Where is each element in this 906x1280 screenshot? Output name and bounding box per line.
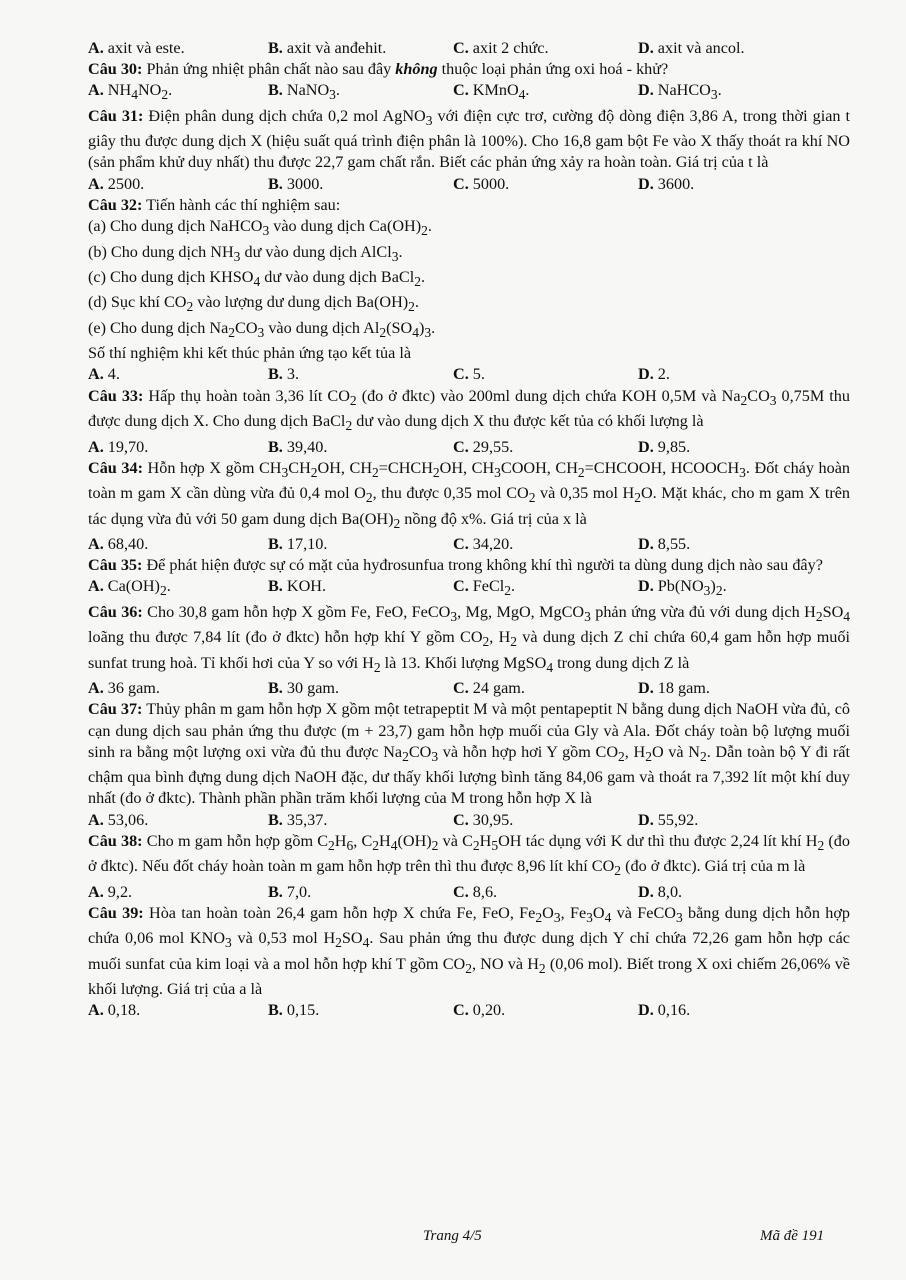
- option-text: 35,37.: [282, 810, 328, 829]
- option-text: 3.: [282, 365, 300, 384]
- option-text: 8,6.: [468, 882, 498, 901]
- option-label: A.: [88, 535, 104, 554]
- question-32: [88, 195, 850, 386]
- option-text: 5000.: [468, 174, 510, 193]
- question-text: Hòa tan hoàn toàn 26,4 gam hỗn hợp X chứa Fe, FeO, $Fe_2O_3$, $Fe_3O_4$ và FeCO$_3$ bằng dung dịch hỗn hợp chứa 0,06 mol $KNO_3$ và 0,53 mol $H_2SO_4$. Sau phản ứng thu được dung dịch Y chỉ chứa 72,26 gam hỗn hợp các muối sunfat của kim loại và a mol hỗn hợp khí T gồm $CO_2$, NO và $H_2$ (0,06 mol). Biết trong X oxi chiếm 26,06% về khối lượng. Giá trị của a là: [88, 903, 851, 999]
- question-stem: [88, 106, 850, 174]
- option-label: C.: [453, 174, 469, 193]
- answer-options: [88, 80, 850, 105]
- q38-option-b: [268, 882, 453, 903]
- q37-option-c: [453, 810, 638, 831]
- q36-option-c: [453, 678, 638, 699]
- question-text: Thủy phân m gam hỗn hợp X gồm một tetrapeptit M và một pentapeptit N bằng dung dịch NaOH vừa đủ, cô cạn dung dịch sau phản ứng thu được (m + 23,7) gam hỗn hợp muối của Gly và Ala. Đốt cháy toàn bộ lượng muối sinh ra bằng một lượng oxi vừa đủ thu được $Na_2CO_3$ và hỗn hợp hơi Y gồm $CO_2$, $H_2O$ và $N_2$. Dẫn toàn bộ Y đi rất chậm qua bình đựng dung dịch NaOH đặc, dư thấy khối lượng bình tăng 84,06 gam và thoát ra 7,392 lít một khí duy nhất (đo ở đktc). Thành phần phần trăm khối lượng của M trong hỗn hợp X là: [88, 700, 850, 808]
- option-text: axit 2 chức.: [468, 39, 549, 57]
- q30-option-d: [638, 80, 818, 105]
- q35-option-a: [88, 576, 268, 601]
- q37-option-d: [638, 810, 818, 831]
- option-label: B.: [268, 39, 283, 57]
- q32-option-c: [453, 364, 638, 385]
- option-label: C.: [453, 39, 469, 57]
- answer-options: [88, 174, 850, 195]
- experiment-item: (e) Cho dung dịch $Na_2CO_3$ vào dung dịch $Al_2(SO_4)_3$.: [88, 318, 436, 341]
- q38-option-c: [453, 882, 638, 903]
- option-text: 53,06.: [103, 810, 149, 829]
- q30-option-c: [453, 80, 638, 105]
- option-text: 0,20.: [468, 1001, 506, 1020]
- option-text: 3600.: [653, 174, 695, 193]
- option-label: C.: [453, 535, 469, 554]
- option-label: A.: [88, 577, 104, 596]
- option-label: B.: [268, 577, 283, 596]
- q33-option-a: [88, 437, 268, 458]
- option-label: D.: [638, 1001, 654, 1020]
- experiment-list: [88, 216, 850, 364]
- question-number: Câu 36:: [88, 602, 143, 621]
- experiment-item: (c) Cho dung dịch $KHSO_4$ dư vào dung dịch BaCl$_2$.: [88, 267, 426, 290]
- option-text: FeCl$_2$.: [468, 577, 516, 599]
- q39-option-a: [88, 1000, 268, 1021]
- option-text: 2500.: [103, 174, 145, 193]
- option-label: D.: [638, 679, 654, 698]
- option-text: $NH_4NO_2$.: [103, 81, 173, 103]
- option-label: A.: [88, 882, 104, 901]
- option-text: 55,92.: [653, 810, 699, 829]
- option-label: A.: [88, 81, 104, 100]
- option-text: $Pb(NO_3)_2$.: [653, 577, 727, 599]
- answer-options: [88, 576, 850, 601]
- option-label: B.: [268, 437, 283, 456]
- option-label: B.: [268, 81, 283, 100]
- q31-option-d: [638, 174, 818, 195]
- option-text: 68,40.: [103, 535, 149, 554]
- question-text: Điện phân dung dịch chứa 0,2 mol AgNO$_3$ với điện cực trơ, cường độ dòng điện 3,86 A, trong thời gian t giây thu được dung dịch X (hiệu suất quá trình điện phân là 100%). Cho 16,8 gam bột Fe vào X thấy thoát ra khí NO (sản phẩm khử duy nhất) thu được 22,7 gam chất rắn. Biết các phản ứng xảy ra hoàn toàn. Giá trị của t là: [88, 106, 850, 172]
- option-label: C.: [453, 1001, 469, 1020]
- option-label: A.: [88, 810, 104, 829]
- option-label: D.: [638, 81, 654, 100]
- option-label: C.: [453, 810, 469, 829]
- exam-code: Mã đề 191: [760, 1228, 825, 1244]
- question-text: Cho 30,8 gam hỗn hợp X gồm Fe, FeO, FeCO$_3$, Mg, MgO, MgCO$_3$ phản ứng vừa đủ với dung dịch $H_2SO_4$ loãng thu được 7,84 lít (đo ở đktc) hỗn hợp khí Y gồm $CO_2$, $H_2$ và dung dịch Z chỉ chứa 60,4 gam hỗn hợp muối sunfat trung hoà. Tỉ khối hơi của Y so với $H_2$ là 13. Khối lượng MgSO$_4$ trong dung dịch Z là: [88, 602, 851, 676]
- question-number: Câu 39:: [88, 903, 144, 922]
- q32-option-d: [638, 364, 818, 385]
- q31-option-c: [453, 174, 638, 195]
- question-text: Cho m gam hỗn hợp gồm $C_2H_6$, $C_2H_4(OH)_2$ và $C_2H_5OH$ tác dụng với K dư thì thu được 2,24 lít khí $H_2$ (đo ở đktc). Nếu đốt cháy hoàn toàn m gam hỗn hợp trên thì thu được 8,96 lít khí $CO_2$ (đo ở đktc). Giá trị của m là: [88, 831, 850, 879]
- q34-option-c: [453, 534, 638, 555]
- question-number: Câu 30:: [88, 60, 143, 79]
- option-text: 30,95.: [468, 810, 514, 829]
- option-text: 39,40.: [282, 437, 328, 456]
- question-number: Câu 32:: [88, 195, 143, 214]
- option-text: 29,55.: [468, 437, 514, 456]
- option-text: 7,0.: [282, 882, 312, 901]
- option-text: 34,20.: [468, 535, 514, 554]
- q39-option-b: [268, 1000, 453, 1021]
- option-text: NaNO$_3$.: [282, 81, 340, 103]
- q31-option-a: [88, 174, 268, 195]
- option-text: KMnO$_4$.: [468, 81, 530, 103]
- option-text: NaHCO$_3$.: [653, 81, 722, 103]
- option-text: 2.: [653, 365, 670, 384]
- experiment-item: (b) Cho dung dịch $NH_3$ dư vào dung dịch AlCl$_3$.: [88, 242, 403, 264]
- option-label: C.: [453, 81, 469, 100]
- option-label: A.: [88, 437, 104, 456]
- answer-options: [88, 437, 850, 458]
- option-text: $Ca(OH)_2$.: [103, 577, 171, 599]
- option-text: 30 gam.: [282, 679, 340, 698]
- q34-option-a: [88, 534, 268, 555]
- option-label: D.: [638, 437, 654, 456]
- q35-option-b: [268, 576, 453, 601]
- option-text: 0,16.: [653, 1001, 691, 1020]
- option-label: C.: [453, 577, 469, 596]
- question-31: [88, 106, 850, 195]
- question-34: [88, 458, 850, 556]
- option-text: axit và ancol.: [653, 39, 745, 57]
- q33-option-c: [453, 437, 638, 458]
- q29-option-a: [88, 38, 268, 59]
- option-text: 36 gam.: [103, 679, 160, 698]
- question-stem: [88, 386, 850, 437]
- option-label: B.: [268, 1001, 283, 1020]
- option-label: A.: [88, 174, 104, 193]
- question-35: [88, 555, 850, 602]
- q33-option-d: [638, 437, 818, 458]
- question-stem: [88, 555, 850, 576]
- option-label: B.: [268, 679, 283, 698]
- question-stem: [88, 59, 850, 80]
- option-text: 8,55.: [653, 535, 691, 554]
- q38-option-a: [88, 882, 268, 903]
- q36-option-d: [638, 678, 818, 699]
- question-stem: [88, 195, 850, 216]
- option-text: 0,15.: [282, 1001, 320, 1020]
- q36-option-a: [88, 678, 268, 699]
- page-number: Trang 4/5: [423, 1228, 482, 1244]
- question-number: Câu 34:: [88, 458, 143, 477]
- q34-option-d: [638, 534, 818, 555]
- option-label: D.: [638, 882, 654, 901]
- option-text: 18 gam.: [653, 679, 710, 698]
- question-text: Phản ứng nhiệt phân chất nào sau đây không thuộc loại phản ứng oxi hoá - khử?: [142, 60, 669, 79]
- q37-option-a: [88, 810, 268, 831]
- q36-option-b: [268, 678, 453, 699]
- question-stem: [88, 602, 850, 678]
- option-label: D.: [638, 39, 654, 57]
- q29-option-b: [268, 38, 453, 59]
- question-36: [88, 602, 850, 700]
- option-text: 3000.: [282, 174, 324, 193]
- option-text: KOH.: [282, 577, 327, 596]
- option-label: C.: [453, 882, 469, 901]
- option-text: 19,70.: [103, 437, 149, 456]
- option-label: B.: [268, 174, 283, 193]
- option-label: B.: [268, 882, 283, 901]
- option-label: A.: [88, 679, 104, 698]
- option-label: A.: [88, 39, 104, 57]
- question-number: Câu 38:: [88, 831, 143, 850]
- answer-options: [88, 364, 850, 385]
- option-label: B.: [268, 810, 283, 829]
- q33-option-b: [268, 437, 453, 458]
- option-label: A.: [88, 1001, 104, 1020]
- answer-options: [88, 810, 850, 831]
- option-label: D.: [638, 535, 654, 554]
- option-label: C.: [453, 365, 469, 384]
- q35-option-c: [453, 576, 638, 601]
- option-text: 17,10.: [282, 535, 328, 554]
- question-number: Câu 33:: [88, 386, 144, 405]
- q30-option-b: [268, 80, 453, 105]
- q37-option-b: [268, 810, 453, 831]
- option-text: 5.: [468, 365, 485, 384]
- question-text: Hỗn hợp X gồm $CH_3CH_2OH$, $CH_2=CHCH_2OH$, $CH_3COOH$, $CH_2=CHCOOH$, $HCOOCH_3$. Đốt cháy hoàn toàn m gam X cần dùng vừa đủ 0,4 mol $O_2$, thu được 0,35 mol $CO_2$ và 0,35 mol $H_2O$. Mặt khác, cho m gam X trên tác dụng vừa đủ với 50 gam dung dịch $Ba(OH)_2$ nồng độ x%. Giá trị của x là: [88, 458, 851, 531]
- option-label: C.: [453, 679, 469, 698]
- q29-option-c: [453, 38, 638, 59]
- q35-option-d: [638, 576, 818, 601]
- question-text: Hấp thụ hoàn toàn 3,36 lít $CO_2$ (đo ở đktc) vào 200ml dung dịch chứa KOH 0,5M và $Na_2CO_3$ 0,75M thu được dung dịch X. Cho dung dịch BaCl$_2$ dư vào dung dịch X thu được kết tủa có khối lượng là: [88, 386, 850, 434]
- question-33: [88, 386, 850, 458]
- option-label: D.: [638, 365, 654, 384]
- option-label: B.: [268, 365, 283, 384]
- question-number: Câu 37:: [88, 700, 143, 719]
- question-38: [88, 831, 850, 903]
- option-text: 9,2.: [103, 882, 133, 901]
- answer-options: [88, 1000, 850, 1021]
- q29-options: [88, 38, 850, 59]
- question-stem: [88, 831, 850, 882]
- answer-options: [88, 678, 850, 699]
- answer-options: [88, 534, 850, 555]
- q38-option-d: [638, 882, 818, 903]
- option-label: B.: [268, 535, 283, 554]
- option-text: axit và anđehit.: [282, 39, 387, 57]
- option-text: 0,18.: [103, 1001, 141, 1020]
- q39-option-c: [453, 1000, 638, 1021]
- question-number: Câu 31:: [88, 106, 144, 125]
- answer-options: [88, 882, 850, 903]
- q31-option-b: [268, 174, 453, 195]
- experiment-item: (a) Cho dung dịch NaHCO$_3$ vào dung dịch $Ca(OH)_2$.: [88, 217, 432, 239]
- option-text: 9,85.: [653, 437, 691, 456]
- q32-option-a: [88, 364, 268, 385]
- option-text: axit và este.: [103, 39, 185, 57]
- q39-option-d: [638, 1000, 818, 1021]
- question-39: [88, 903, 850, 1022]
- option-label: D.: [638, 577, 654, 596]
- question-list: [88, 59, 850, 1021]
- question-37: [88, 699, 850, 830]
- option-label: D.: [638, 174, 654, 193]
- question-stem: [88, 699, 850, 809]
- experiment-item: (d) Sục khí $CO_2$ vào lượng dư dung dịch $Ba(OH)_2$.: [88, 293, 419, 315]
- q29-option-d: [638, 38, 818, 59]
- option-text: 8,0.: [653, 882, 683, 901]
- question-stem: [88, 903, 850, 1001]
- question-number: Câu 35:: [88, 556, 143, 575]
- option-label: C.: [453, 437, 469, 456]
- q30-option-a: [88, 80, 268, 105]
- q32-option-b: [268, 364, 453, 385]
- option-label: A.: [88, 365, 104, 384]
- option-text: 4.: [103, 365, 120, 384]
- option-text: 24 gam.: [468, 679, 525, 698]
- option-label: D.: [638, 810, 654, 829]
- experiment-item: Số thí nghiệm khi kết thúc phản ứng tạo kết tủa là: [88, 344, 412, 363]
- q34-option-b: [268, 534, 453, 555]
- question-text: Tiến hành các thí nghiệm sau:: [142, 195, 341, 214]
- question-text: Để phát hiện được sự có mặt của hyđrosunfua trong không khí thì người ta dùng dung dịch nào sau đây?: [142, 556, 823, 575]
- question-stem: [88, 458, 850, 534]
- question-30: [88, 59, 850, 106]
